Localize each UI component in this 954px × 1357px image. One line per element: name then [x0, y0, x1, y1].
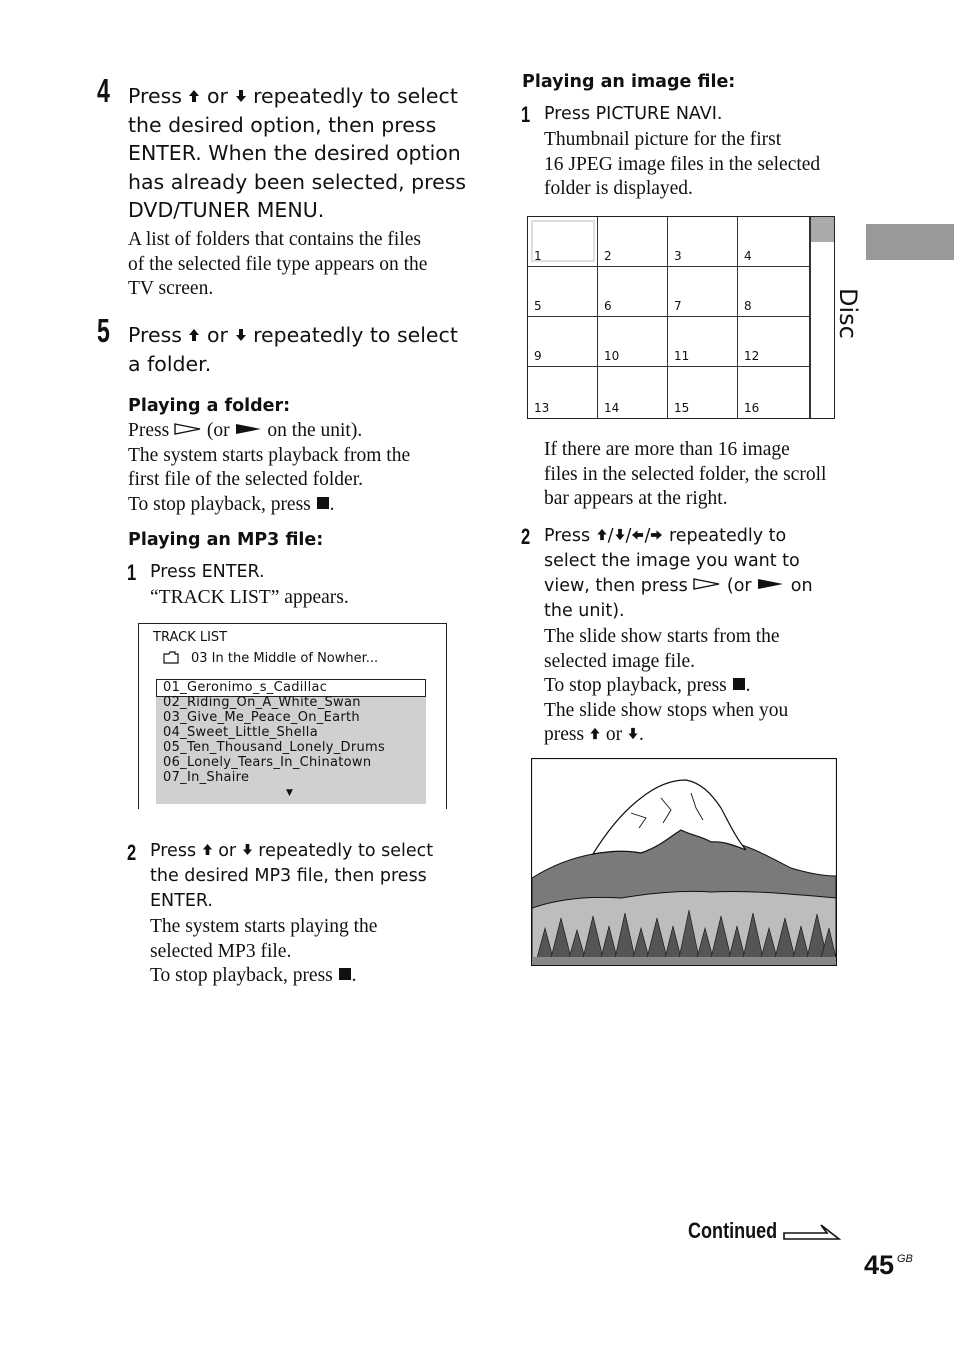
stop-icon	[732, 677, 746, 691]
image-substep-2-note-line-2: selected image file.	[544, 650, 696, 672]
arrow-down-icon	[614, 528, 626, 541]
thumbnail-cell[interactable]	[598, 267, 668, 317]
arrow-up-icon	[202, 843, 213, 856]
playing-folder-or: (or	[206, 420, 230, 441]
thumbnail-number: 7	[674, 299, 682, 313]
thumbnail-scrollbar[interactable]	[810, 217, 834, 418]
thumbnail-cell[interactable]	[668, 267, 738, 317]
step-4-text	[128, 82, 466, 225]
step-number-5: 5	[97, 312, 110, 349]
thumbnail-cell[interactable]	[668, 317, 738, 367]
image-substep-2-note-line-3: To stop playback, press	[544, 675, 727, 696]
thumbnail-number: 9	[534, 349, 542, 363]
image-substep-2-on: on	[790, 576, 813, 596]
step-4-note-line-2: of the selected file type appears on the	[128, 253, 428, 275]
image-substep-2-press: Press	[544, 526, 591, 546]
folder-icon	[163, 651, 179, 664]
arrow-left-icon	[631, 529, 644, 541]
step-4-or: or	[207, 84, 228, 108]
image-substep-2-or: (or	[726, 576, 752, 596]
step-5-or: or	[207, 323, 228, 347]
image-substep-1-note-line-3: folder is displayed.	[544, 178, 693, 199]
stop-icon	[338, 967, 352, 981]
image-substep-1-note	[544, 128, 820, 202]
step-4-line-5: DVD/TUNER MENU.	[128, 198, 325, 222]
image-substep-2-note-or: or	[605, 724, 623, 745]
track-list-title: TRACK LIST	[153, 630, 228, 645]
image-substep-2-note-line-1: The slide show starts from the	[544, 626, 780, 647]
thumbnail-number: 15	[674, 401, 690, 415]
continued-arrow-icon	[783, 1220, 841, 1242]
track-list-screen	[138, 623, 447, 809]
image-substep-2-line-4: the unit).	[544, 601, 625, 621]
track-item[interactable]: 04_Sweet_Little_Shella	[163, 725, 318, 740]
image-substep-2-note: The slide show starts from the selected image file. To stop playback, press . The slide show stops when you press or .	[544, 626, 789, 745]
scrollbar-thumb[interactable]	[811, 217, 834, 242]
mp3-substep-2-press: Press	[150, 841, 197, 861]
thumbnail-cell[interactable]	[738, 217, 810, 267]
image-substep-1-text: Press PICTURE NAVI.	[544, 104, 723, 124]
playing-mp3-heading: Playing an MP3 file:	[128, 530, 324, 550]
mp3-substep-2-line-2: the desired MP3 file, then press	[150, 866, 427, 886]
thumbnail-number: 5	[534, 299, 542, 313]
thumbnail-cell[interactable]	[528, 317, 598, 367]
track-item[interactable]: 01_Geronimo_s_Cadillac	[163, 680, 328, 695]
step-4-note-line-3: TV screen.	[128, 278, 214, 299]
thumbnail-number: 6	[604, 299, 612, 313]
playing-folder-line-2: The system starts playback from the	[128, 444, 411, 466]
image-substep-2-note-line-5: press	[544, 724, 585, 745]
play-filled-icon	[235, 422, 263, 436]
image-substep-2-line-1: repeatedly to	[668, 526, 787, 546]
image-substep-1-note-line-2: 16 JPEG image files in the selected	[544, 153, 821, 175]
mp3-substep-number-1: 1	[127, 560, 137, 585]
step-4-note	[128, 228, 427, 302]
stop-icon	[316, 496, 330, 510]
playing-folder-press: Press	[128, 420, 170, 441]
section-tab-label: Disc	[834, 288, 862, 339]
arrow-up-icon	[589, 727, 601, 740]
playing-folder-line-3: first file of the selected folder.	[128, 469, 363, 490]
image-substep-1-note-line-1: Thumbnail picture for the first	[544, 129, 782, 150]
thumbnail-number: 14	[604, 401, 620, 415]
thumbnail-cell[interactable]	[598, 367, 668, 418]
image-substep-2-text: Press / / / repeatedly to select the image you want to view, then press (or on the unit).	[544, 524, 813, 624]
arrow-right-icon	[650, 529, 663, 541]
thumbnail-cell[interactable]	[528, 367, 598, 418]
mp3-substep-2-text	[150, 839, 433, 914]
step-4-note-line-1: A list of folders that contains the files	[128, 229, 421, 250]
mp3-substep-2-note-line-1: The system starts playing the	[150, 916, 378, 937]
thumbnail-cell[interactable]	[598, 317, 668, 367]
thumbnail-cell[interactable]	[528, 267, 598, 317]
track-item[interactable]: 03_Give_Me_Peace_On_Earth	[163, 710, 360, 725]
thumbnail-cell[interactable]	[668, 367, 738, 418]
playing-folder-text: Press (or on the unit). The system starts playback from the first file of the selected folder. To stop playback, press .	[128, 420, 411, 515]
image-substep-number-1: 1	[521, 102, 531, 127]
step-4-line-1: repeatedly to select	[253, 84, 458, 108]
image-substep-2-note-line-4: The slide show stops when you	[544, 699, 789, 721]
more-tracks-indicator: ▼	[286, 788, 293, 798]
mp3-substep-1-text: Press ENTER.	[150, 562, 265, 582]
track-item[interactable]: 06_Lonely_Tears_In_Chinatown	[163, 755, 372, 770]
mp3-substep-2-note-line-2: selected MP3 file.	[150, 940, 292, 962]
page-number-suffix: GB	[897, 1253, 913, 1265]
mp3-substep-2-or: or	[218, 841, 237, 861]
step-5-line-2: a folder.	[128, 351, 212, 376]
mp3-substep-1-note: “TRACK LIST” appears.	[150, 587, 349, 608]
thumbnail-number: 16	[744, 401, 760, 415]
thumbnail-number: 4	[744, 249, 752, 263]
thumbnail-cell[interactable]	[738, 317, 810, 367]
arrow-up-icon	[188, 328, 200, 342]
mountain-slide-illustration	[531, 758, 837, 966]
play-filled-icon	[757, 577, 785, 591]
play-outline-icon	[174, 422, 202, 436]
thumbnail-number: 2	[604, 249, 612, 263]
step-4-line-3: ENTER. When the desired option	[128, 141, 461, 165]
track-list-folder-name: 03 In the Middle of Nowher...	[191, 651, 379, 666]
arrow-up-icon	[596, 528, 608, 541]
mp3-substep-2-note-line-3: To stop playback, press	[150, 965, 333, 986]
continued-label: Continued	[688, 1218, 778, 1243]
image-substep-number-2: 2	[521, 524, 531, 549]
thumbnail-number: 13	[534, 401, 550, 415]
play-outline-icon	[693, 577, 721, 591]
track-list-folder	[163, 651, 378, 666]
thumbnail-number: 1	[534, 249, 542, 263]
step-4-press: Press	[128, 84, 182, 108]
arrow-down-icon	[235, 89, 247, 103]
step-5-text	[128, 321, 458, 378]
step-5-press: Press	[128, 323, 182, 347]
thumbnail-number: 11	[674, 349, 690, 363]
playing-folder-on-unit: on the unit).	[267, 420, 363, 441]
thumbnail-number: 12	[744, 349, 760, 363]
thumbnail-grid	[527, 216, 835, 419]
thumbnail-cell[interactable]	[598, 217, 668, 267]
playing-image-heading: Playing an image file:	[522, 72, 736, 92]
image-substep-2-line-2: select the image you want to	[544, 551, 800, 571]
playing-folder-heading: Playing a folder:	[128, 396, 291, 416]
mp3-substep-2-line-3: ENTER.	[150, 891, 213, 911]
thumbnail-cell[interactable]	[668, 217, 738, 267]
page-number: 45	[864, 1250, 895, 1280]
grid-note-line-3: bar appears at the right.	[544, 488, 728, 509]
step-4-line-2: the desired option, then press	[128, 112, 437, 137]
mp3-substep-2-note: The system starts playing the selected MP3 file. To stop playback, press .	[150, 916, 378, 986]
step-4-line-4: has already been selected, press	[128, 169, 467, 194]
grid-note-line-2: files in the selected folder, the scroll	[544, 463, 827, 485]
track-item[interactable]: 02_Riding_On_A_White_Swan	[163, 695, 361, 710]
arrow-down-icon	[235, 328, 247, 342]
thumbnail-number: 10	[604, 349, 620, 363]
arrow-down-icon	[627, 727, 639, 740]
step-number-4: 4	[97, 72, 110, 109]
thumbnail-cell[interactable]	[738, 267, 810, 317]
mp3-substep-number-2: 2	[127, 840, 137, 865]
track-list	[156, 679, 426, 804]
thumbnail-cell[interactable]	[738, 367, 810, 418]
thumbnail-number: 8	[744, 299, 752, 313]
arrow-down-icon	[242, 843, 253, 856]
thumbnail-number: 3	[674, 249, 682, 263]
track-item[interactable]: 05_Ten_Thousand_Lonely_Drums	[163, 740, 386, 755]
section-tab	[866, 224, 954, 260]
grid-note	[544, 438, 826, 512]
track-item[interactable]: 07_In_Shaire	[163, 770, 250, 785]
grid-note-line-1: If there are more than 16 image	[544, 439, 790, 460]
mp3-substep-2-line-1: repeatedly to select	[258, 841, 434, 861]
thumbnail-cell[interactable]	[528, 217, 598, 267]
image-substep-2-line-3: view, then press	[544, 576, 688, 596]
arrow-up-icon	[188, 89, 200, 103]
playing-folder-line-4: To stop playback, press	[128, 493, 311, 515]
step-5-line-1: repeatedly to select	[253, 323, 458, 347]
